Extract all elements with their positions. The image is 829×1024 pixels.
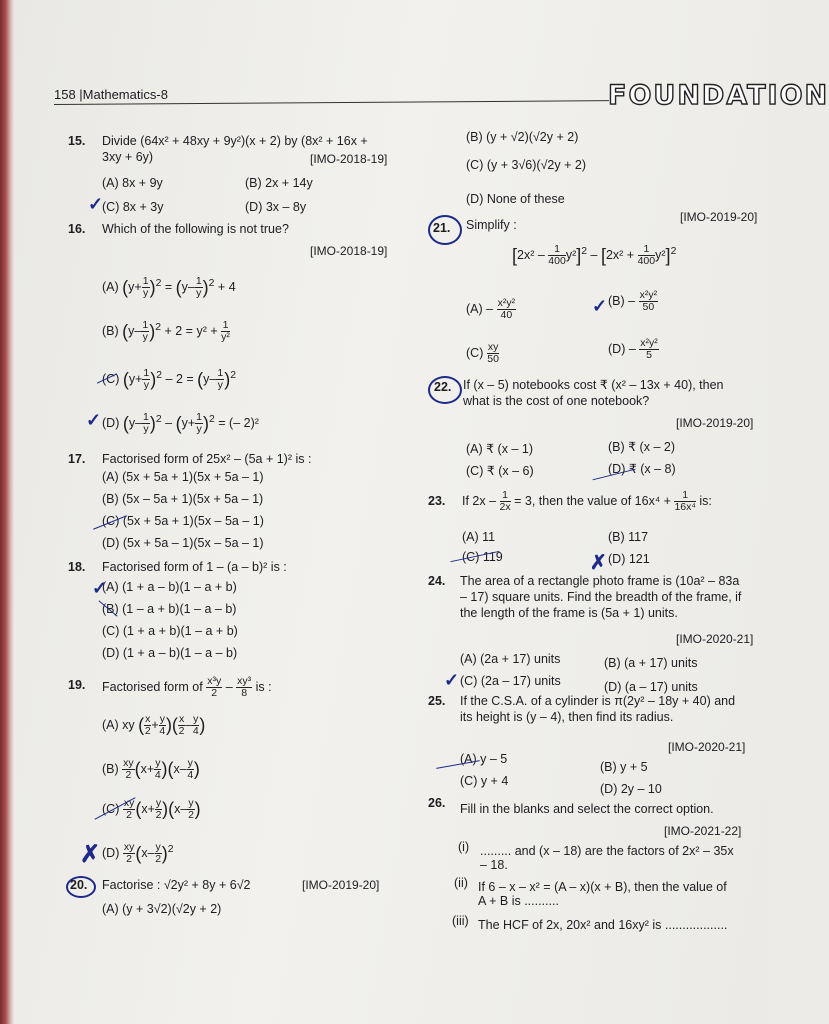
option-label: (A) <box>102 280 119 295</box>
q25-option-d: (D) 2y – 10 <box>600 782 662 796</box>
q15-option-c: (C) 8x + 3y <box>102 200 164 214</box>
q26-tag: [IMO-2021-22] <box>664 824 742 838</box>
q19-lead: Factorised form of <box>102 679 203 694</box>
q22-text-2: what is the cost of one notebook? <box>463 394 650 408</box>
q23-option-c: (C) 119 <box>462 550 503 564</box>
option-label: (D) – <box>608 341 636 356</box>
q24-option-b: (B) (a + 17) units <box>604 656 698 670</box>
q19-option-d: (D) $\frac{xy}{2}$ (x– $\frac{y}{2}$ )$^2$ <box>102 841 174 866</box>
q23-option-b: (B) 117 <box>608 530 649 544</box>
page-header: 158 |Mathematics-8 <box>54 87 168 102</box>
q20-option-d: (D) None of these <box>466 192 565 206</box>
q20-text: Factorise : √2y² + 8y + 6√2 <box>102 878 251 892</box>
q22-option-d: (D) ₹ (x – 8) <box>608 462 676 476</box>
q26-item-iii-text: The HCF of 2x, 20x² and 16xy² is .................. <box>478 918 728 932</box>
option-label: (C) <box>102 372 120 387</box>
q21-text: Simplify : <box>466 218 517 232</box>
q16-tag: [IMO-2018-19] <box>310 244 388 258</box>
option-label: (C) <box>102 801 120 816</box>
q15-option-a: (A) 8x + 9y <box>102 176 163 190</box>
q25-option-b: (B) y + 5 <box>600 760 648 774</box>
q17-option-c: (C) (5x + 5a + 1)(5x – 5a – 1) <box>102 514 264 528</box>
q19-option-b: (B) $\frac{xy}{2}$ (x+ $\frac{y}{4}$ )(x– $\frac{y}{4}$ ) <box>102 757 200 781</box>
answer-tick-mark: ✓ <box>592 296 608 316</box>
q24-number: 24. <box>428 574 446 588</box>
q22-option-a: (A) ₹ (x – 1) <box>466 442 533 456</box>
q26-item-i-text: ......... and (x – 18) are the factors of 2x² – 35x <box>480 844 734 858</box>
q23-option-a: (A) 11 <box>462 530 496 544</box>
q22-option-c: (C) ₹ (x – 6) <box>466 464 534 478</box>
option-label: (D) <box>102 846 120 861</box>
q25-option-a: (A) y – 5 <box>460 752 508 766</box>
q21-option-b: (B) – $\frac{\text{x²y²}}{50}$ <box>608 289 658 313</box>
option-label: (A) xy <box>102 717 135 732</box>
q23-middle: = 3, then the value of 16x⁴ + <box>514 493 671 508</box>
q17-text: Factorised form of 25x² – (5a + 1)² is : <box>102 452 312 466</box>
q23-number: 23. <box>428 494 446 508</box>
option-label: (B) – <box>608 293 636 308</box>
q21-option-c: (C) $\frac{xy}{50}$ <box>466 341 499 365</box>
q24-option-d: (D) (a – 17) units <box>604 680 698 694</box>
q24-text: The area of a rectangle photo frame is (10a² – 83a <box>460 574 740 588</box>
q15-text-2: 3xy + 6y) <box>102 150 154 164</box>
q23-text: If 2x – $\frac{1}{2x}$ = 3, then the value of 16x⁴ + $\frac{1}{\text{16x⁴}}$ is: <box>462 489 712 513</box>
q17-option-a: (A) (5x + 5a + 1)(5x + 5a – 1) <box>102 470 264 484</box>
q16-option-d: (D) (y– $\frac{1}{y}$ )$^2$ – (y+ $\frac{1}{y}$ )$^2$ = (– 2)² <box>102 411 259 436</box>
q15-option-b: (B) 2x + 14y <box>245 176 313 190</box>
option-label: (B) <box>102 324 119 339</box>
option-label: (B) <box>102 761 119 776</box>
q20-tag: [IMO-2019-20] <box>302 878 380 892</box>
answer-tick-mark: ✓ <box>86 410 102 430</box>
q21-expression: [2x² – $\frac{1}{400}$ y²]$^2$ – [2x² + $\frac{1}{400}$ y²]$^2$ <box>512 243 677 268</box>
q24-tag: [IMO-2020-21] <box>676 632 754 646</box>
q20-option-a: (A) (y + 3√2)(√2y + 2) <box>102 902 222 916</box>
q25-number: 25. <box>428 694 446 708</box>
cross-mark: ✗ <box>80 841 101 868</box>
q26-item-i-text-2: – 18. <box>480 858 508 872</box>
q21-number: 21. <box>433 221 451 235</box>
q22-tag: [IMO-2019-20] <box>676 416 754 430</box>
q15-text: Divide (64x² + 48xy + 9y²)(x + 2) by (8x² + 16x + <box>102 134 368 148</box>
q25-tag: [IMO-2020-21] <box>668 740 746 754</box>
q25-text-2: its height is (y – 4), then find its radius. <box>460 710 674 724</box>
q18-option-a: (A) (1 + a – b)(1 – a + b) <box>102 580 237 594</box>
q22-number: 22. <box>434 380 452 394</box>
option-label: (D) <box>102 416 120 431</box>
q17-option-b: (B) (5x – 5a + 1)(5x + 5a – 1) <box>102 492 264 506</box>
q26-text: Fill in the blanks and select the correct option. <box>460 802 714 816</box>
q25-text: If the C.S.A. of a cylinder is π(2y² – 18y + 40) and <box>460 694 736 708</box>
q21-tag: [IMO-2019-20] <box>680 210 758 224</box>
q16-option-b: (B) (y– $\frac{1}{y}$ )$^2$ + 2 = y² + $\frac{1}{\text{y²}}$ <box>102 319 230 344</box>
q20-option-b: (B) (y + √2)(√2y + 2) <box>466 130 579 144</box>
q16-text: Which of the following is not true? <box>102 222 289 236</box>
option-label: (A) – <box>466 301 494 316</box>
q20-number: 20. <box>70 878 88 892</box>
q16-d-rhs: = (– 2)² <box>218 416 259 431</box>
q15-option-d: (D) 3x – 8y <box>245 200 307 214</box>
q24-text-3: the length of the frame is (5a + 1) units. <box>460 606 678 620</box>
q17-number: 17. <box>68 452 86 466</box>
q17-option-d: (D) (5x + 5a – 1)(5x – 5a – 1) <box>102 536 264 550</box>
book-spine <box>0 0 14 1024</box>
cross-mark: ✗ <box>590 552 607 574</box>
option-label: (C) <box>466 345 484 360</box>
q18-option-b: (B) (1 – a + b)(1 – a – b) <box>102 602 237 616</box>
q26-item-ii-text: If 6 – x – x² = (A – x)(x + B), then the value of <box>478 880 727 894</box>
q18-number: 18. <box>68 560 86 574</box>
q21-option-a: (A) – $\frac{\text{x²y²}}{40}$ <box>466 297 516 321</box>
answer-tick-mark: ✓ <box>88 194 104 214</box>
q15-number: 15. <box>68 134 86 148</box>
q19-option-c: (C) $\frac{xy}{2}$ (x+ $\frac{y}{2}$ )(x– $\frac{y}{2}$ ) <box>102 797 201 821</box>
q19-text: Factorised form of $\frac{\text{x³y}}{2}$ – $\frac{\text{xy³}}{8}$ is : <box>102 675 272 699</box>
q15-tag: [IMO-2018-19] <box>310 152 388 166</box>
q16-number: 16. <box>68 222 86 236</box>
q24-option-c: (C) (2a – 17) units <box>460 674 561 688</box>
q24-option-a: (A) (2a + 17) units <box>460 652 561 666</box>
q22-text: If (x – 5) notebooks cost ₹ (x² – 13x + 40), then <box>463 378 724 392</box>
q18-option-d: (D) (1 + a – b)(1 – a – b) <box>102 646 238 660</box>
q25-option-c: (C) y + 4 <box>460 774 509 788</box>
q24-text-2: – 17) square units. Find the breadth of the frame, if <box>460 590 742 604</box>
q20-option-c: (C) (y + 3√6)(√2y + 2) <box>466 158 586 172</box>
q23-end: is: <box>699 493 712 508</box>
q26-item-ii-text-2: A + B is .......... <box>478 894 559 908</box>
q16-option-c: (C) (y+ $\frac{1}{y}$ )$^2$ – 2 = (y– $\frac{1}{y}$ )$^2$ <box>102 367 236 392</box>
q26-item-ii-label: (ii) <box>454 876 468 890</box>
q18-text: Factorised form of 1 – (a – b)² is : <box>102 560 287 574</box>
q26-item-iii-label: (iii) <box>452 914 469 928</box>
q19-option-a: (A) xy ( $\frac{x}{2}$ + $\frac{y}{4}$ )( $\frac{x}{2}$ – $\frac{y}{4}$ ) <box>102 713 206 737</box>
q16-option-a: (A) (y+ $\frac{1}{y}$ )$^2$ = (y– $\frac{1}{y}$ )$^2$ + 4 <box>102 275 236 300</box>
q26-number: 26. <box>428 796 446 810</box>
answer-tick-mark: ✓ <box>92 578 108 598</box>
q18-option-c: (C) (1 + a + b)(1 – a + b) <box>102 624 238 638</box>
q21-option-d: (D) – $\frac{\text{x²y²}}{5}$ <box>608 337 658 361</box>
q23-option-d: (D) 121 <box>608 552 650 566</box>
q26-item-i-label: (i) <box>458 840 470 854</box>
q23-lead: If 2x – <box>462 493 497 508</box>
q22-option-b: (B) ₹ (x – 2) <box>608 440 675 454</box>
brand-logo: FOUNDATION <box>608 80 829 111</box>
answer-tick-mark: ✓ <box>444 670 460 690</box>
q19-end: is : <box>255 679 272 694</box>
q19-number: 19. <box>68 678 86 692</box>
